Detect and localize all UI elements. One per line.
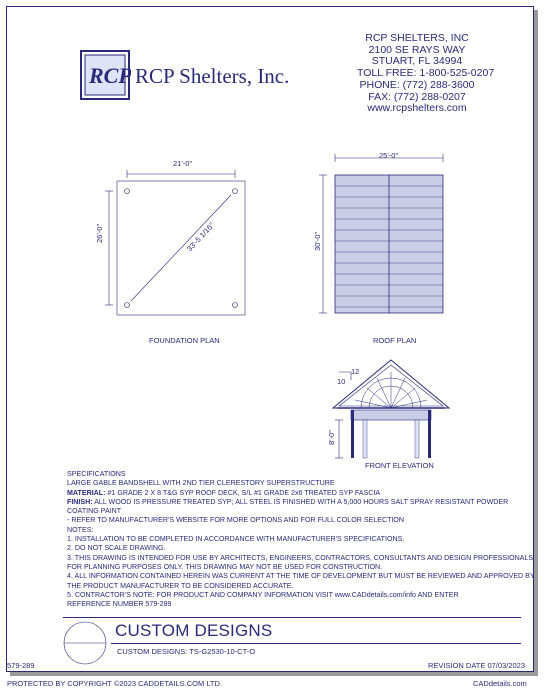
title-block-circle-icon xyxy=(61,619,109,667)
company-address xyxy=(357,32,495,115)
specs-finish-cont: COATING PAINT xyxy=(67,507,122,516)
material-text: #1 GRADE 2 X 8 T&G SYP ROOF DECK, S/L #1 GRADE 2x6 TREATED SYP FASCIA xyxy=(105,488,381,497)
note-item: 5. CONTRACTOR'S NOTE: FOR PRODUCT AND COMPANY INFORMATION VISIT www.CADdetails.com/info AND ENTER xyxy=(67,590,459,599)
roof-width-dim: 25'-0" xyxy=(379,151,399,160)
note-item: FOR PLANNING PURPOSES ONLY. THIS DRAWING MAY NOT BE USED FOR CONSTRUCTION. xyxy=(67,562,383,571)
material-label: MATERIAL: xyxy=(67,488,106,497)
note-item: 1. INSTALLATION TO BE COMPLETED IN ACCORDANCE WITH MANUFACTURER'S SPECIFICATIONS. xyxy=(67,535,405,544)
finish-text: ALL WOOD IS PRESSURE TREATED SYP; ALL STEEL IS FINISHED WITH A 5,000 HOURS SALT SPRAY RESISTANT POWDER xyxy=(92,497,509,506)
front-elevation-drawing xyxy=(307,352,457,462)
notes-heading: NOTES: xyxy=(67,525,94,534)
finish-label: FINISH: xyxy=(67,497,93,506)
revision-date: REVISION DATE 07/03/2023 xyxy=(428,661,525,670)
address-line: 2100 SE RAYS WAY xyxy=(368,43,466,56)
foundation-plan-label: FOUNDATION PLAN xyxy=(149,336,220,345)
title-block-top-line xyxy=(63,617,521,618)
note-item: THE PRODUCT MANUFACTURER TO BE CONSIDERED ACCURATE. xyxy=(67,581,294,590)
elevation-height-dim: 8'-0" xyxy=(327,430,336,445)
foundation-diagonal-dim: 33'-5 1/16" xyxy=(185,220,216,254)
reference-number: 579-289 xyxy=(7,661,35,670)
svg-text:RCP: RCP xyxy=(89,63,131,88)
address-line: FAX: (772) 288-0207 xyxy=(368,90,466,103)
address-line: PHONE: (772) 288-3600 xyxy=(359,78,475,91)
drawing-title: CUSTOM DESIGNS xyxy=(115,621,273,640)
caddetails-brand: CADdetails.com xyxy=(473,679,527,688)
note-item: 3. THIS DRAWING IS INTENDED FOR USE BY ARCHITECTS, ENGINEERS, CONTRACTORS, CONSULTANTS AND DESIGN PROFESSIONALS xyxy=(67,553,534,562)
specs-refer: - REFER TO MANUFACTURER'S WEBSITE FOR MORE OPTIONS AND FOR FULL COLOR SELECTION xyxy=(67,516,405,525)
roof-plan-drawing xyxy=(307,147,457,327)
foundation-height-dim: 26'-0" xyxy=(95,223,104,243)
note-item: 4. ALL INFORMATION CONTAINED HEREIN WAS CURRENT AT THE TIME OF DEVELOPMENT BUT MUST BE REVIEWED AND APPROVED BY xyxy=(67,572,535,581)
address-line: TOLL FREE: 1-800-525-0207 xyxy=(357,67,495,80)
foundation-plan-drawing xyxy=(87,147,257,327)
address-line: www.rcpshelters.com xyxy=(367,102,467,115)
copyright-notice: PROTECTED BY COPYRIGHT ©2023 CADDETAILS.COM LTD. xyxy=(7,679,223,688)
specs-finish xyxy=(67,498,527,507)
specs-heading: SPECIFICATIONS xyxy=(67,470,126,478)
rcp-logo-icon xyxy=(79,49,131,101)
pitch-run-label: 12 xyxy=(351,367,360,376)
foundation-width-dim: 21'-0" xyxy=(173,159,193,168)
specifications-block xyxy=(67,470,535,609)
front-elevation-label: FRONT ELEVATION xyxy=(365,461,434,470)
note-item: REFERENCE NUMBER 579-289 xyxy=(67,600,172,609)
roof-plan-label: ROOF PLAN xyxy=(373,336,417,345)
drawing-subtitle: CUSTOM DESIGNS: TS-G2530-10-CT-O xyxy=(117,647,256,656)
roof-height-dim: 30'-0" xyxy=(313,231,322,251)
address-line: STUART, FL 34994 xyxy=(371,55,463,68)
title-block-mid-line xyxy=(111,643,521,644)
specs-line: LARGE GABLE BANDSHELL WITH 2ND TIER CLERESTORY SUPERSTRUCTURE xyxy=(67,479,335,488)
pitch-rise-label: 10 xyxy=(337,377,346,386)
note-item: 2. DO NOT SCALE DRAWING. xyxy=(67,544,166,553)
address-line: RCP SHELTERS, INC xyxy=(365,32,469,44)
company-name: RCP Shelters, Inc. xyxy=(135,64,290,88)
drawing-sheet xyxy=(6,6,534,672)
specs-material xyxy=(67,489,527,498)
